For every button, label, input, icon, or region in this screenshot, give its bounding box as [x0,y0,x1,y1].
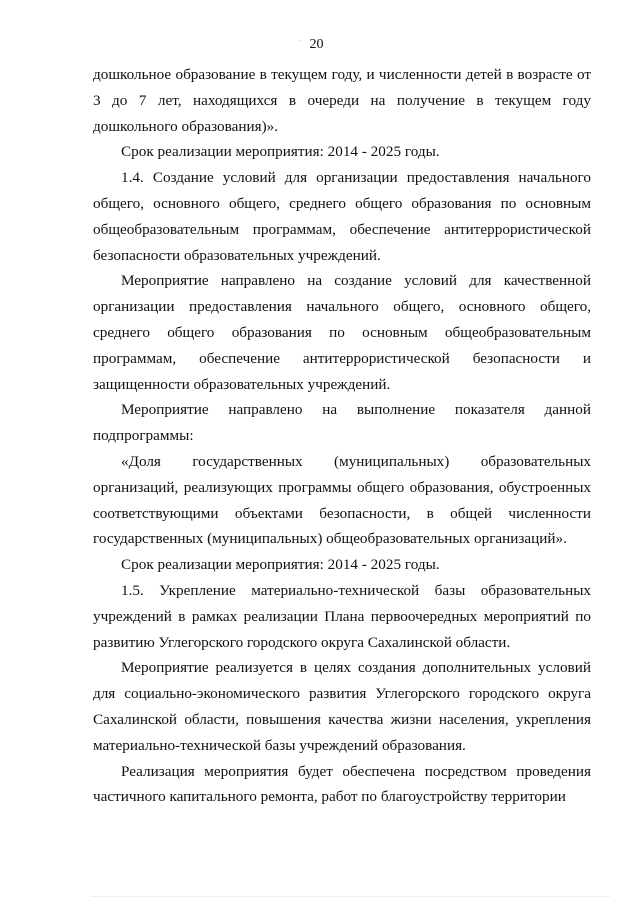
paragraph-measure-aim-2: Мероприятие реализуется в целях создания дополнительных условий для социально-экономического развития Углегорского городского округа Сахалинской области, повышения качества жизни населения, укрепления материально-технической базы учреждений образования. [93,659,591,754]
paragraph-indicator-intro: Мероприятие направлено на выполнение показателя данной подпрограммы: [93,401,591,445]
paragraph-indicator-quote: «Доля государственных (муниципальных) образовательных организаций, реализующих программы общего образования, обустроенных соответствующими объектами безопасности, в общей численности государственных (муниципальных) общеобразовательных организаций». [93,452,591,548]
paragraph-section-1-5: 1.5. Укрепление материально-технической базы образовательных учреждений в рамках реализации Плана первоочередных мероприятий по развитию Углегорского городского округа Сахалинской области. [93,581,591,651]
scan-edge-line [90,896,610,897]
paragraph-term-1: Срок реализации мероприятия: 2014 - 2025 годы. [121,143,440,161]
paragraph-continuation: дошкольное образование в текущем году, и численности детей в возрасте от 3 до 7 лет, находящихся в очереди на получение в текущем году дошкольного образования)». [93,66,591,135]
paragraph-term-2: Срок реализации мероприятия: 2014 - 2025 годы. [121,556,440,574]
page-number: 20 [309,37,324,52]
paragraph-measure-aim-1: Мероприятие направлено на создание условий для качественной организации предоставления начального общего, основного общего, среднего общего образования по основным общеобразовательным программам, обеспечение антитеррористической безопасности и защищенности образовательных учреждений. [93,272,591,393]
document-body [93,62,591,810]
paragraph-section-1-4: 1.4. Создание условий для организации предоставления начального общего, основного общего, среднего общего образования по основным общеобразовательным программам, обеспечение антитеррористической безопасности образовательных учреждений. [93,169,591,264]
paragraph-implementation: Реализация мероприятия будет обеспечена посредством проведения частичного капитального ремонта, работ по благоустройству территории [93,762,591,806]
